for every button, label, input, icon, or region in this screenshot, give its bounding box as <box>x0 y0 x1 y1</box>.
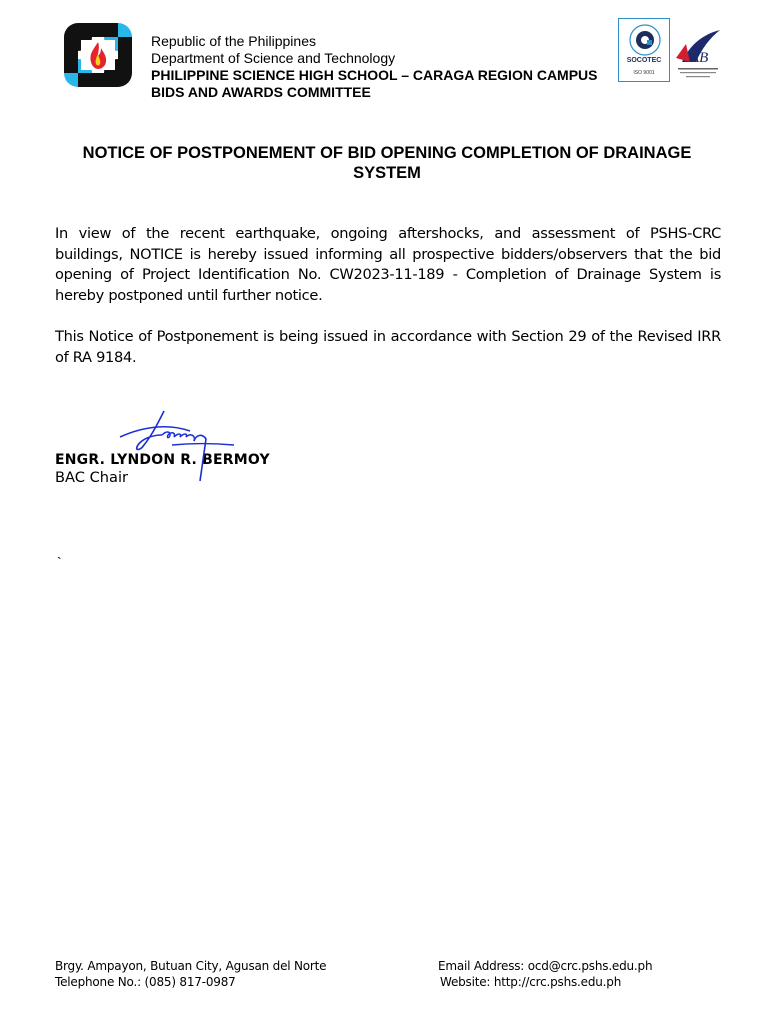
pab-label: AB <box>690 50 709 66</box>
footer-website: Website: http://crc.pshs.edu.ph <box>440 975 622 989</box>
socotec-certification-badge <box>618 18 670 82</box>
school-line: PHILIPPINE SCIENCE HIGH SCHOOL – CARAGA REGION CAMPUS <box>151 67 598 83</box>
letterhead <box>0 0 768 120</box>
pshs-logo-icon <box>63 22 133 88</box>
notice-paragraph-2: This Notice of Postponement is being issued in accordance with Section 29 of the Revised IRR of RA 9184. <box>55 328 721 366</box>
footer-address: Brgy. Ampayon, Butuan City, Agusan del Norte <box>55 959 327 973</box>
signatory-title: BAC Chair <box>55 469 129 486</box>
footer-email: Email Address: ocd@crc.pshs.edu.ph <box>438 959 653 973</box>
committee-line: BIDS AND AWARDS COMMITTEE <box>151 84 371 100</box>
notice-paragraph-1: In view of the recent earthquake, ongoing aftershocks, and assessment of PSHS-CRC buildings, NOTICE is hereby issued informing all prospective bidders/observers that the bid opening of Project Identification No. CW2023-11-189 - Completion of Drainage System is hereby postponed until further notice. <box>55 225 721 304</box>
signature-icon <box>112 405 242 485</box>
notice-title-line1: NOTICE OF POSTPONEMENT OF BID OPENING COMPLETION OF DRAINAGE <box>82 144 692 162</box>
pab-accreditation-icon <box>672 22 722 82</box>
notice-title <box>50 143 724 183</box>
socotec-iso: ISO 9001 <box>633 70 655 76</box>
footer-telephone: Telephone No.: (085) 817-0987 <box>55 975 236 989</box>
department-line: Department of Science and Technology <box>151 50 396 66</box>
socotec-icon <box>627 23 663 57</box>
signatory-name: ENGR. LYNDON R. BERMOY <box>55 452 270 468</box>
notice-title-line2: SYSTEM <box>353 164 421 182</box>
stray-backtick: ` <box>57 554 62 570</box>
footer-contact-block <box>438 958 652 990</box>
socotec-name: SOCOTEC <box>626 57 662 64</box>
republic-line: Republic of the Philippines <box>151 33 316 49</box>
footer-address-block <box>55 958 326 990</box>
letterhead-text <box>151 33 611 101</box>
